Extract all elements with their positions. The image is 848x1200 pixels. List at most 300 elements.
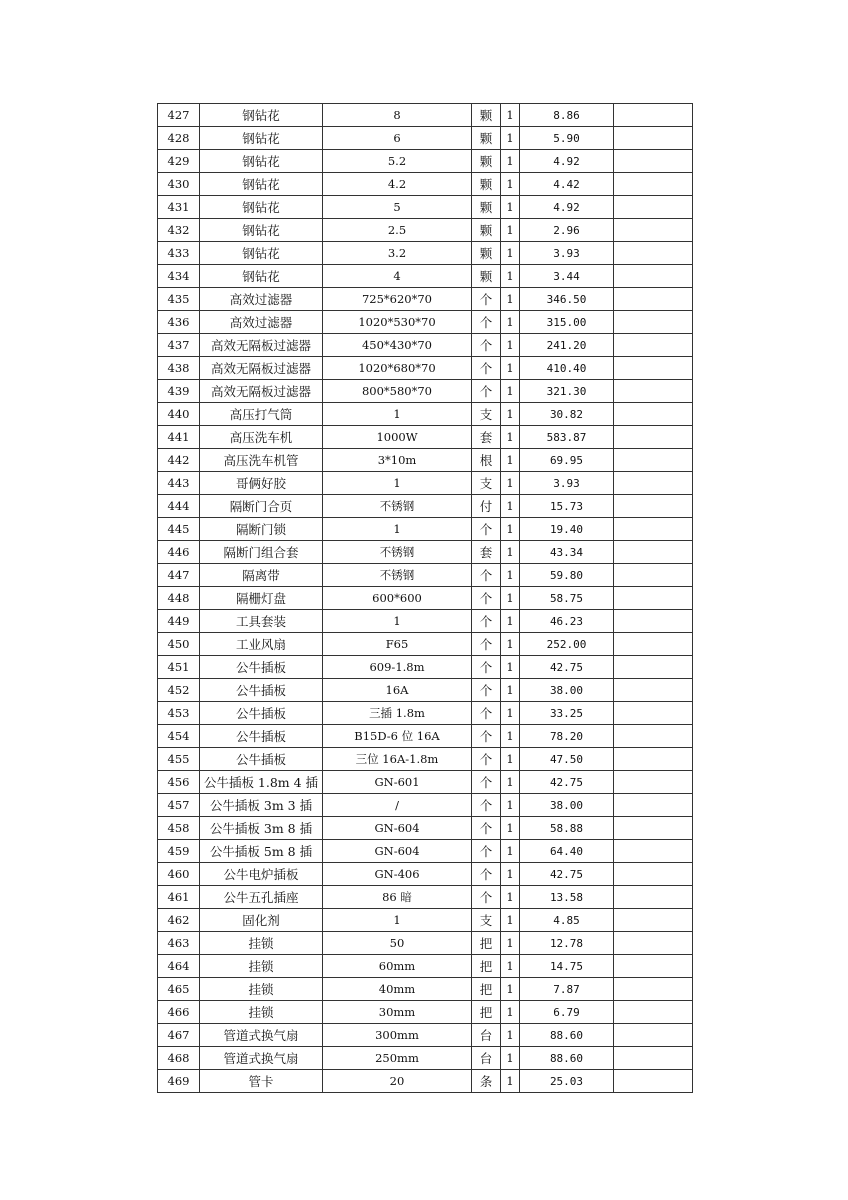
item-note-cell — [614, 334, 693, 357]
item-unit-cell: 个 — [472, 288, 501, 311]
item-spec-cell: 30mm — [323, 1001, 472, 1024]
table-row — [158, 656, 693, 679]
item-price-cell: 8.86 — [520, 104, 614, 127]
item-number-cell: 451 — [158, 656, 200, 679]
item-name-cell: 公牛插板 3m 8 插 — [200, 817, 323, 840]
item-price-cell: 46.23 — [520, 610, 614, 633]
item-number-cell: 428 — [158, 127, 200, 150]
item-number-cell: 466 — [158, 1001, 200, 1024]
item-note-cell — [614, 909, 693, 932]
item-price-cell: 321.30 — [520, 380, 614, 403]
item-unit-cell: 个 — [472, 587, 501, 610]
table-row — [158, 817, 693, 840]
item-spec-cell: 4 — [323, 265, 472, 288]
item-unit-cell: 颗 — [472, 219, 501, 242]
table-row — [158, 288, 693, 311]
item-number-cell: 448 — [158, 587, 200, 610]
item-quantity-cell: 1 — [501, 564, 520, 587]
item-price-cell: 25.03 — [520, 1070, 614, 1093]
item-unit-cell: 根 — [472, 449, 501, 472]
item-note-cell — [614, 150, 693, 173]
item-spec-cell: 3.2 — [323, 242, 472, 265]
item-number-cell: 456 — [158, 771, 200, 794]
item-quantity-cell: 1 — [501, 978, 520, 1001]
item-name-cell: 公牛插板 5m 8 插 — [200, 840, 323, 863]
item-unit-cell: 颗 — [472, 104, 501, 127]
item-name-cell: 钢钻花 — [200, 265, 323, 288]
item-note-cell — [614, 932, 693, 955]
item-name-cell: 高压打气筒 — [200, 403, 323, 426]
item-name-cell: 工业风扇 — [200, 633, 323, 656]
item-quantity-cell: 1 — [501, 1001, 520, 1024]
item-number-cell: 434 — [158, 265, 200, 288]
table-row — [158, 978, 693, 1001]
item-name-cell: 管道式换气扇 — [200, 1047, 323, 1070]
item-name-cell: 公牛插板 — [200, 725, 323, 748]
item-note-cell — [614, 219, 693, 242]
item-name-cell: 高效过滤器 — [200, 311, 323, 334]
item-number-cell: 438 — [158, 357, 200, 380]
item-note-cell — [614, 840, 693, 863]
item-number-cell: 430 — [158, 173, 200, 196]
table-row — [158, 1024, 693, 1047]
price-list-table — [157, 103, 693, 1093]
item-price-cell: 3.93 — [520, 472, 614, 495]
item-number-cell: 453 — [158, 702, 200, 725]
item-quantity-cell: 1 — [501, 495, 520, 518]
item-number-cell: 452 — [158, 679, 200, 702]
item-unit-cell: 支 — [472, 909, 501, 932]
item-price-cell: 38.00 — [520, 794, 614, 817]
item-spec-cell: 6 — [323, 127, 472, 150]
item-name-cell: 钢钻花 — [200, 196, 323, 219]
table-row — [158, 403, 693, 426]
item-note-cell — [614, 495, 693, 518]
item-name-cell: 工具套装 — [200, 610, 323, 633]
item-spec-cell: 50 — [323, 932, 472, 955]
item-name-cell: 管道式换气扇 — [200, 1024, 323, 1047]
item-quantity-cell: 1 — [501, 357, 520, 380]
item-price-cell: 64.40 — [520, 840, 614, 863]
item-unit-cell: 个 — [472, 311, 501, 334]
item-unit-cell: 个 — [472, 380, 501, 403]
table-row — [158, 909, 693, 932]
item-price-cell: 5.90 — [520, 127, 614, 150]
item-name-cell: 钢钻花 — [200, 219, 323, 242]
item-quantity-cell: 1 — [501, 265, 520, 288]
item-note-cell — [614, 771, 693, 794]
item-note-cell — [614, 449, 693, 472]
item-name-cell: 公牛电炉插板 — [200, 863, 323, 886]
item-name-cell: 挂锁 — [200, 978, 323, 1001]
item-number-cell: 442 — [158, 449, 200, 472]
item-note-cell — [614, 886, 693, 909]
table-row — [158, 449, 693, 472]
item-quantity-cell: 1 — [501, 725, 520, 748]
item-note-cell — [614, 656, 693, 679]
item-quantity-cell: 1 — [501, 702, 520, 725]
item-name-cell: 固化剂 — [200, 909, 323, 932]
table-row — [158, 173, 693, 196]
table-row — [158, 564, 693, 587]
item-spec-cell: 1000W — [323, 426, 472, 449]
item-price-cell: 3.44 — [520, 265, 614, 288]
item-spec-cell: F65 — [323, 633, 472, 656]
table-row — [158, 1070, 693, 1093]
item-note-cell — [614, 472, 693, 495]
item-quantity-cell: 1 — [501, 288, 520, 311]
item-unit-cell: 颗 — [472, 242, 501, 265]
item-unit-cell: 个 — [472, 771, 501, 794]
item-note-cell — [614, 633, 693, 656]
item-number-cell: 459 — [158, 840, 200, 863]
table-row — [158, 357, 693, 380]
item-price-cell: 14.75 — [520, 955, 614, 978]
item-unit-cell: 个 — [472, 817, 501, 840]
item-quantity-cell: 1 — [501, 656, 520, 679]
item-price-cell: 69.95 — [520, 449, 614, 472]
item-note-cell — [614, 265, 693, 288]
item-name-cell: 高压洗车机 — [200, 426, 323, 449]
item-spec-cell: B15D-6 位 16A — [323, 725, 472, 748]
item-number-cell: 437 — [158, 334, 200, 357]
item-spec-cell: 1020*530*70 — [323, 311, 472, 334]
table-row — [158, 748, 693, 771]
item-name-cell: 挂锁 — [200, 1001, 323, 1024]
item-price-cell: 7.87 — [520, 978, 614, 1001]
item-quantity-cell: 1 — [501, 817, 520, 840]
item-quantity-cell: 1 — [501, 932, 520, 955]
item-number-cell: 445 — [158, 518, 200, 541]
item-name-cell: 钢钻花 — [200, 242, 323, 265]
item-spec-cell: 2.5 — [323, 219, 472, 242]
item-price-cell: 15.73 — [520, 495, 614, 518]
item-quantity-cell: 1 — [501, 449, 520, 472]
item-note-cell — [614, 679, 693, 702]
item-name-cell: 隔断门组合套 — [200, 541, 323, 564]
item-price-cell: 6.79 — [520, 1001, 614, 1024]
item-spec-cell: 三位 16A-1.8m — [323, 748, 472, 771]
item-number-cell: 462 — [158, 909, 200, 932]
item-price-cell: 78.20 — [520, 725, 614, 748]
item-note-cell — [614, 311, 693, 334]
item-spec-cell: 800*580*70 — [323, 380, 472, 403]
item-price-cell: 47.50 — [520, 748, 614, 771]
table-body — [158, 104, 693, 1093]
item-number-cell: 436 — [158, 311, 200, 334]
item-note-cell — [614, 380, 693, 403]
item-quantity-cell: 1 — [501, 909, 520, 932]
item-price-cell: 4.42 — [520, 173, 614, 196]
table-row — [158, 587, 693, 610]
item-price-cell: 346.50 — [520, 288, 614, 311]
table-row — [158, 886, 693, 909]
item-quantity-cell: 1 — [501, 127, 520, 150]
item-price-cell: 583.87 — [520, 426, 614, 449]
item-note-cell — [614, 518, 693, 541]
table-row — [158, 541, 693, 564]
table-row — [158, 311, 693, 334]
item-name-cell: 公牛插板 3m 3 插 — [200, 794, 323, 817]
item-quantity-cell: 1 — [501, 1024, 520, 1047]
item-unit-cell: 台 — [472, 1024, 501, 1047]
item-spec-cell: 不锈钢 — [323, 541, 472, 564]
item-name-cell: 高效过滤器 — [200, 288, 323, 311]
item-number-cell: 429 — [158, 150, 200, 173]
table-row — [158, 840, 693, 863]
item-spec-cell: GN-604 — [323, 840, 472, 863]
item-spec-cell: 600*600 — [323, 587, 472, 610]
item-note-cell — [614, 426, 693, 449]
item-unit-cell: 套 — [472, 426, 501, 449]
item-spec-cell: 不锈钢 — [323, 564, 472, 587]
item-unit-cell: 个 — [472, 886, 501, 909]
item-number-cell: 458 — [158, 817, 200, 840]
item-spec-cell: 450*430*70 — [323, 334, 472, 357]
item-name-cell: 公牛五孔插座 — [200, 886, 323, 909]
item-note-cell — [614, 1047, 693, 1070]
table-row — [158, 104, 693, 127]
item-price-cell: 42.75 — [520, 863, 614, 886]
item-unit-cell: 把 — [472, 955, 501, 978]
item-price-cell: 33.25 — [520, 702, 614, 725]
item-note-cell — [614, 702, 693, 725]
table-row — [158, 265, 693, 288]
item-number-cell: 432 — [158, 219, 200, 242]
item-unit-cell: 颗 — [472, 127, 501, 150]
table-row — [158, 863, 693, 886]
item-quantity-cell: 1 — [501, 311, 520, 334]
item-number-cell: 469 — [158, 1070, 200, 1093]
item-unit-cell: 个 — [472, 610, 501, 633]
item-unit-cell: 个 — [472, 863, 501, 886]
item-number-cell: 463 — [158, 932, 200, 955]
item-name-cell: 隔离带 — [200, 564, 323, 587]
item-price-cell: 410.40 — [520, 357, 614, 380]
item-unit-cell: 个 — [472, 748, 501, 771]
item-price-cell: 241.20 — [520, 334, 614, 357]
table-row — [158, 127, 693, 150]
item-quantity-cell: 1 — [501, 196, 520, 219]
item-quantity-cell: 1 — [501, 863, 520, 886]
item-quantity-cell: 1 — [501, 794, 520, 817]
item-price-cell: 13.58 — [520, 886, 614, 909]
item-spec-cell: GN-406 — [323, 863, 472, 886]
item-price-cell: 2.96 — [520, 219, 614, 242]
item-spec-cell: 1020*680*70 — [323, 357, 472, 380]
item-name-cell: 公牛插板 — [200, 702, 323, 725]
item-note-cell — [614, 610, 693, 633]
item-note-cell — [614, 587, 693, 610]
item-quantity-cell: 1 — [501, 748, 520, 771]
item-spec-cell: 1 — [323, 518, 472, 541]
table-row — [158, 725, 693, 748]
item-price-cell: 12.78 — [520, 932, 614, 955]
item-name-cell: 高效无隔板过滤器 — [200, 357, 323, 380]
item-spec-cell: 3*10m — [323, 449, 472, 472]
item-name-cell: 高效无隔板过滤器 — [200, 334, 323, 357]
item-unit-cell: 个 — [472, 794, 501, 817]
item-unit-cell: 个 — [472, 564, 501, 587]
item-quantity-cell: 1 — [501, 104, 520, 127]
item-price-cell: 59.80 — [520, 564, 614, 587]
item-quantity-cell: 1 — [501, 403, 520, 426]
table-row — [158, 518, 693, 541]
item-number-cell: 467 — [158, 1024, 200, 1047]
item-quantity-cell: 1 — [501, 242, 520, 265]
item-note-cell — [614, 564, 693, 587]
item-name-cell: 钢钻花 — [200, 127, 323, 150]
item-spec-cell: 86 暗 — [323, 886, 472, 909]
item-number-cell: 444 — [158, 495, 200, 518]
item-price-cell: 58.88 — [520, 817, 614, 840]
item-price-cell: 4.92 — [520, 196, 614, 219]
item-number-cell: 435 — [158, 288, 200, 311]
item-price-cell: 58.75 — [520, 587, 614, 610]
item-number-cell: 431 — [158, 196, 200, 219]
item-number-cell: 449 — [158, 610, 200, 633]
item-note-cell — [614, 978, 693, 1001]
item-price-cell: 3.93 — [520, 242, 614, 265]
table-row — [158, 242, 693, 265]
item-spec-cell: 1 — [323, 610, 472, 633]
item-name-cell: 钢钻花 — [200, 150, 323, 173]
table-row — [158, 150, 693, 173]
item-spec-cell: GN-604 — [323, 817, 472, 840]
item-note-cell — [614, 541, 693, 564]
item-name-cell: 公牛插板 — [200, 656, 323, 679]
item-name-cell: 隔栅灯盘 — [200, 587, 323, 610]
item-name-cell: 隔断门合页 — [200, 495, 323, 518]
item-unit-cell: 把 — [472, 978, 501, 1001]
item-number-cell: 454 — [158, 725, 200, 748]
item-note-cell — [614, 817, 693, 840]
item-unit-cell: 颗 — [472, 150, 501, 173]
item-spec-cell: 5.2 — [323, 150, 472, 173]
item-number-cell: 457 — [158, 794, 200, 817]
item-note-cell — [614, 288, 693, 311]
item-note-cell — [614, 1024, 693, 1047]
item-note-cell — [614, 955, 693, 978]
item-note-cell — [614, 1001, 693, 1024]
item-quantity-cell: 1 — [501, 679, 520, 702]
item-spec-cell: 609-1.8m — [323, 656, 472, 679]
item-name-cell: 高压洗车机管 — [200, 449, 323, 472]
item-price-cell: 42.75 — [520, 656, 614, 679]
item-name-cell: 挂锁 — [200, 932, 323, 955]
table-row — [158, 196, 693, 219]
item-quantity-cell: 1 — [501, 587, 520, 610]
item-quantity-cell: 1 — [501, 380, 520, 403]
item-unit-cell: 个 — [472, 702, 501, 725]
item-quantity-cell: 1 — [501, 610, 520, 633]
item-number-cell: 439 — [158, 380, 200, 403]
item-spec-cell: 5 — [323, 196, 472, 219]
item-number-cell: 446 — [158, 541, 200, 564]
item-note-cell — [614, 196, 693, 219]
item-unit-cell: 个 — [472, 679, 501, 702]
item-quantity-cell: 1 — [501, 173, 520, 196]
item-quantity-cell: 1 — [501, 150, 520, 173]
item-price-cell: 315.00 — [520, 311, 614, 334]
table-row — [158, 219, 693, 242]
item-quantity-cell: 1 — [501, 771, 520, 794]
item-quantity-cell: 1 — [501, 219, 520, 242]
item-note-cell — [614, 403, 693, 426]
item-spec-cell: / — [323, 794, 472, 817]
table-row — [158, 932, 693, 955]
item-unit-cell: 个 — [472, 656, 501, 679]
item-spec-cell: 1 — [323, 403, 472, 426]
item-number-cell: 447 — [158, 564, 200, 587]
item-unit-cell: 支 — [472, 403, 501, 426]
item-number-cell: 443 — [158, 472, 200, 495]
item-number-cell: 433 — [158, 242, 200, 265]
item-unit-cell: 把 — [472, 1001, 501, 1024]
item-note-cell — [614, 127, 693, 150]
item-spec-cell: 1 — [323, 472, 472, 495]
item-spec-cell: 4.2 — [323, 173, 472, 196]
item-spec-cell: 不锈钢 — [323, 495, 472, 518]
item-name-cell: 管卡 — [200, 1070, 323, 1093]
item-price-cell: 4.85 — [520, 909, 614, 932]
item-name-cell: 哥俩好胶 — [200, 472, 323, 495]
table-row — [158, 794, 693, 817]
item-spec-cell: 1 — [323, 909, 472, 932]
item-number-cell: 460 — [158, 863, 200, 886]
item-price-cell: 4.92 — [520, 150, 614, 173]
item-spec-cell: 300mm — [323, 1024, 472, 1047]
item-quantity-cell: 1 — [501, 334, 520, 357]
item-number-cell: 461 — [158, 886, 200, 909]
item-quantity-cell: 1 — [501, 426, 520, 449]
table-row — [158, 1047, 693, 1070]
item-price-cell: 19.40 — [520, 518, 614, 541]
table-row — [158, 702, 693, 725]
item-number-cell: 427 — [158, 104, 200, 127]
item-quantity-cell: 1 — [501, 633, 520, 656]
item-spec-cell: GN-601 — [323, 771, 472, 794]
item-unit-cell: 个 — [472, 633, 501, 656]
item-unit-cell: 个 — [472, 840, 501, 863]
item-unit-cell: 个 — [472, 357, 501, 380]
item-number-cell: 441 — [158, 426, 200, 449]
item-price-cell: 30.82 — [520, 403, 614, 426]
item-name-cell: 公牛插板 — [200, 748, 323, 771]
item-quantity-cell: 1 — [501, 472, 520, 495]
table-row — [158, 334, 693, 357]
item-quantity-cell: 1 — [501, 840, 520, 863]
table-row — [158, 610, 693, 633]
item-spec-cell: 8 — [323, 104, 472, 127]
item-price-cell: 88.60 — [520, 1024, 614, 1047]
table-row — [158, 633, 693, 656]
item-spec-cell: 三插 1.8m — [323, 702, 472, 725]
item-name-cell: 公牛插板 1.8m 4 插 — [200, 771, 323, 794]
item-unit-cell: 付 — [472, 495, 501, 518]
item-note-cell — [614, 725, 693, 748]
item-unit-cell: 颗 — [472, 196, 501, 219]
item-unit-cell: 个 — [472, 334, 501, 357]
item-price-cell: 42.75 — [520, 771, 614, 794]
table-row — [158, 495, 693, 518]
item-unit-cell: 条 — [472, 1070, 501, 1093]
item-name-cell: 隔断门锁 — [200, 518, 323, 541]
item-number-cell: 450 — [158, 633, 200, 656]
item-note-cell — [614, 863, 693, 886]
item-unit-cell: 把 — [472, 932, 501, 955]
item-name-cell: 钢钻花 — [200, 104, 323, 127]
